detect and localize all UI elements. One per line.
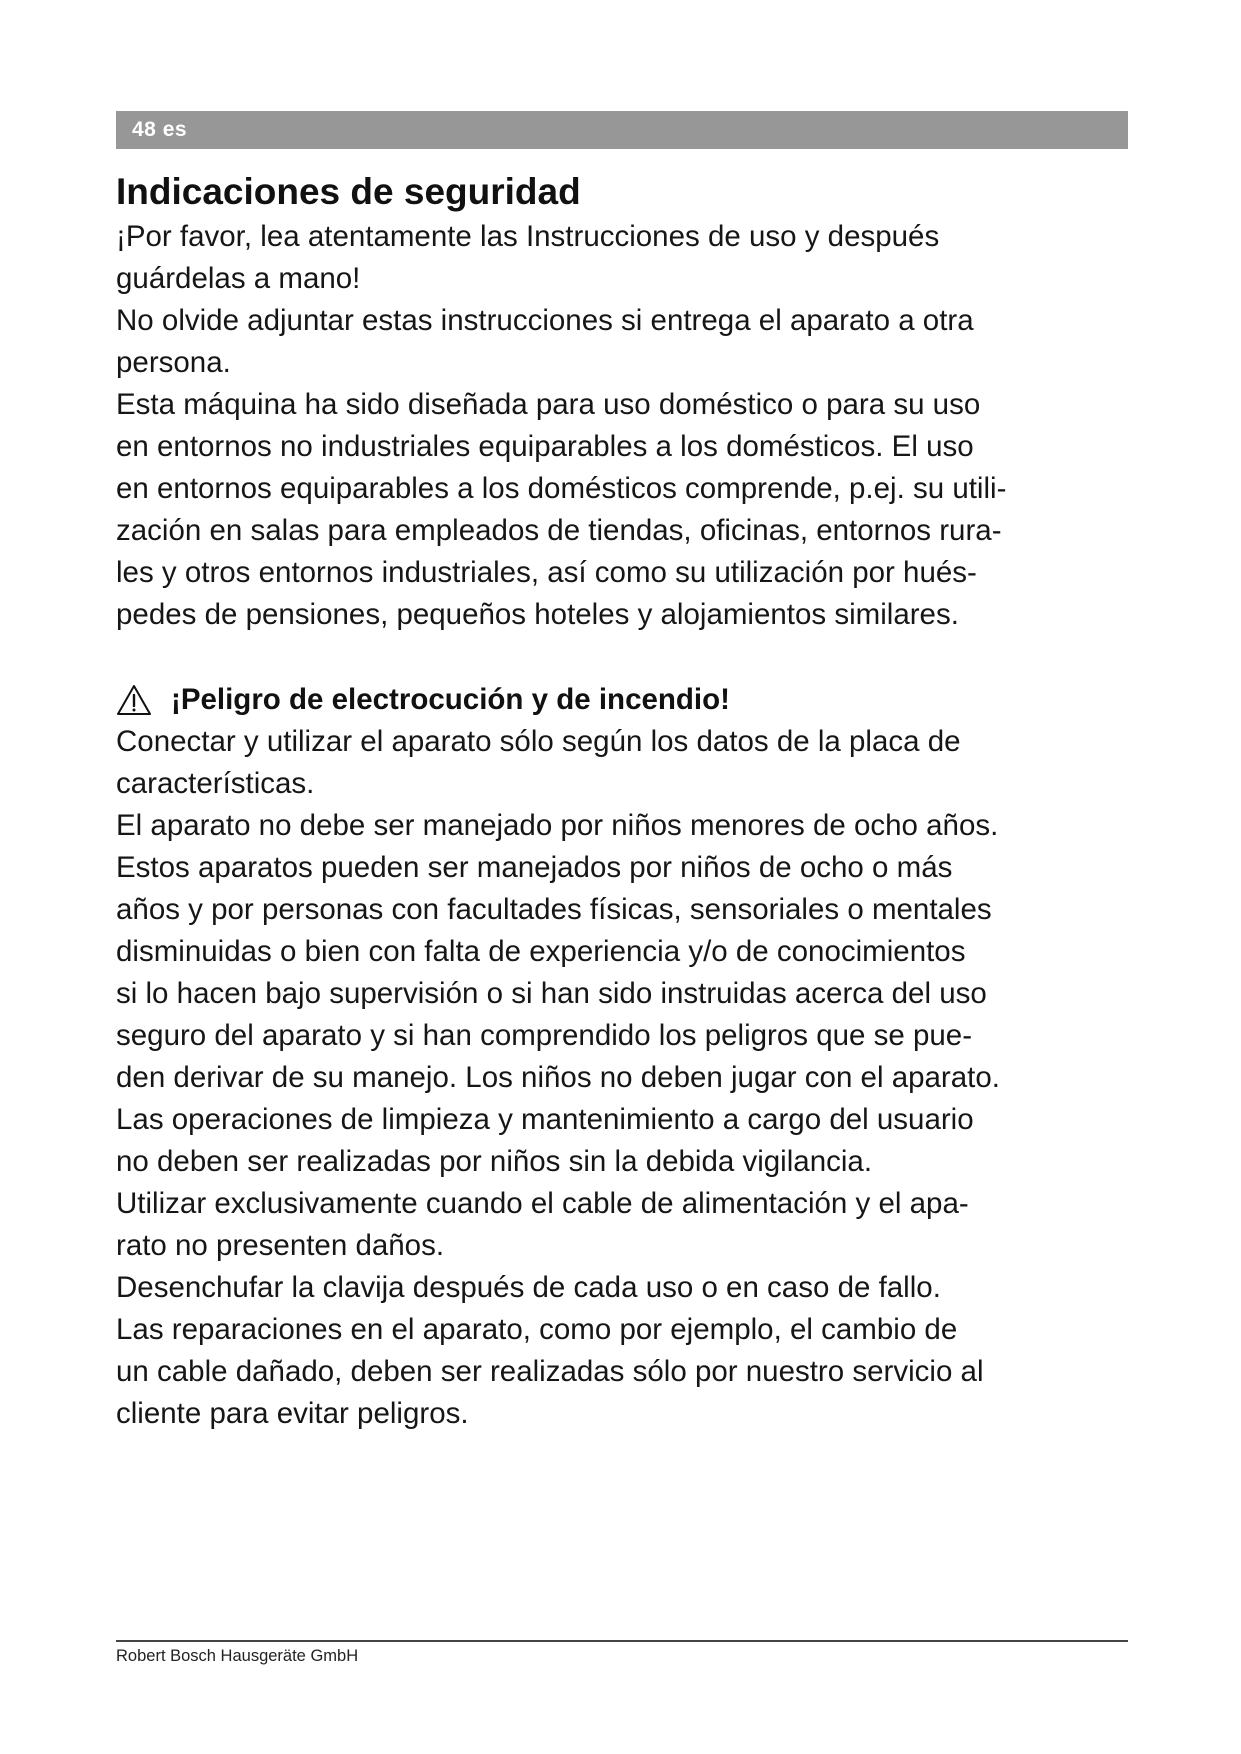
page-header-bar xyxy=(116,111,1128,149)
warning-paragraph-1: Conectar y utilizar el aparato sólo según los datos de la placa de características. xyxy=(116,725,961,800)
intro-paragraph-2: No olvide adjuntar estas instrucciones si entrega el aparato a otra persona. xyxy=(116,304,974,379)
intro-paragraph-1: ¡Por favor, lea atentamente las Instrucciones de uso y después guárdelas a mano! xyxy=(116,220,940,295)
footer-company: Robert Bosch Hausgeräte GmbH xyxy=(116,1647,359,1665)
warning-paragraph-3: Utilizar exclusivamente cuando el cable de alimentación y el apa- rato no presenten daños. xyxy=(116,1187,969,1262)
footer-divider xyxy=(116,1640,1128,1642)
warning-paragraph-5: Las reparaciones en el aparato, como por ejemplo, el cambio de un cable dañado, deben ser realizadas sólo por nuestro servicio al cliente para evitar peligros. xyxy=(116,1313,984,1430)
warning-paragraph-4: Desenchufar la clavija después de cada uso o en caso de fallo. xyxy=(116,1271,941,1304)
warning-heading-text: ¡Peligro de electrocución y de incendio! xyxy=(171,683,730,716)
warning-triangle-icon xyxy=(116,684,152,716)
intro-paragraph-3: Esta máquina ha sido diseñada para uso doméstico o para su uso en entornos no industriales equiparables a los domésticos. El uso en entornos equiparables a los domésticos comprende, p.ej. su utili- zación en salas para empleados de tiendas, oficinas, entornos rura- les y otros entornos industriales, así como su utilización por hués- pedes de pensiones, pequeños hoteles y alojamientos similares. xyxy=(116,388,1007,631)
main-content xyxy=(116,168,1131,1435)
section-title: Indicaciones de seguridad xyxy=(116,171,581,212)
page-number-label: 48 es xyxy=(132,118,188,141)
warning-heading xyxy=(116,679,1131,721)
warning-paragraph-2: El aparato no debe ser manejado por niños menores de ocho años. Estos aparatos pueden ser manejados por niños de ocho o más años y por personas con facultades físicas, sensoriales o mentales disminuidas o bien con falta de experiencia y/o de conocimientos si lo hacen bajo supervisión o si han sido instruidas acerca del uso seguro del aparato y si han comprendido los peligros que se pue- den derivar de su manejo. Los niños no deben jugar con el aparato. Las operaciones de limpieza y mantenimiento a cargo del usuario no deben ser realizadas por niños sin la debida vigilancia. xyxy=(116,809,1000,1178)
